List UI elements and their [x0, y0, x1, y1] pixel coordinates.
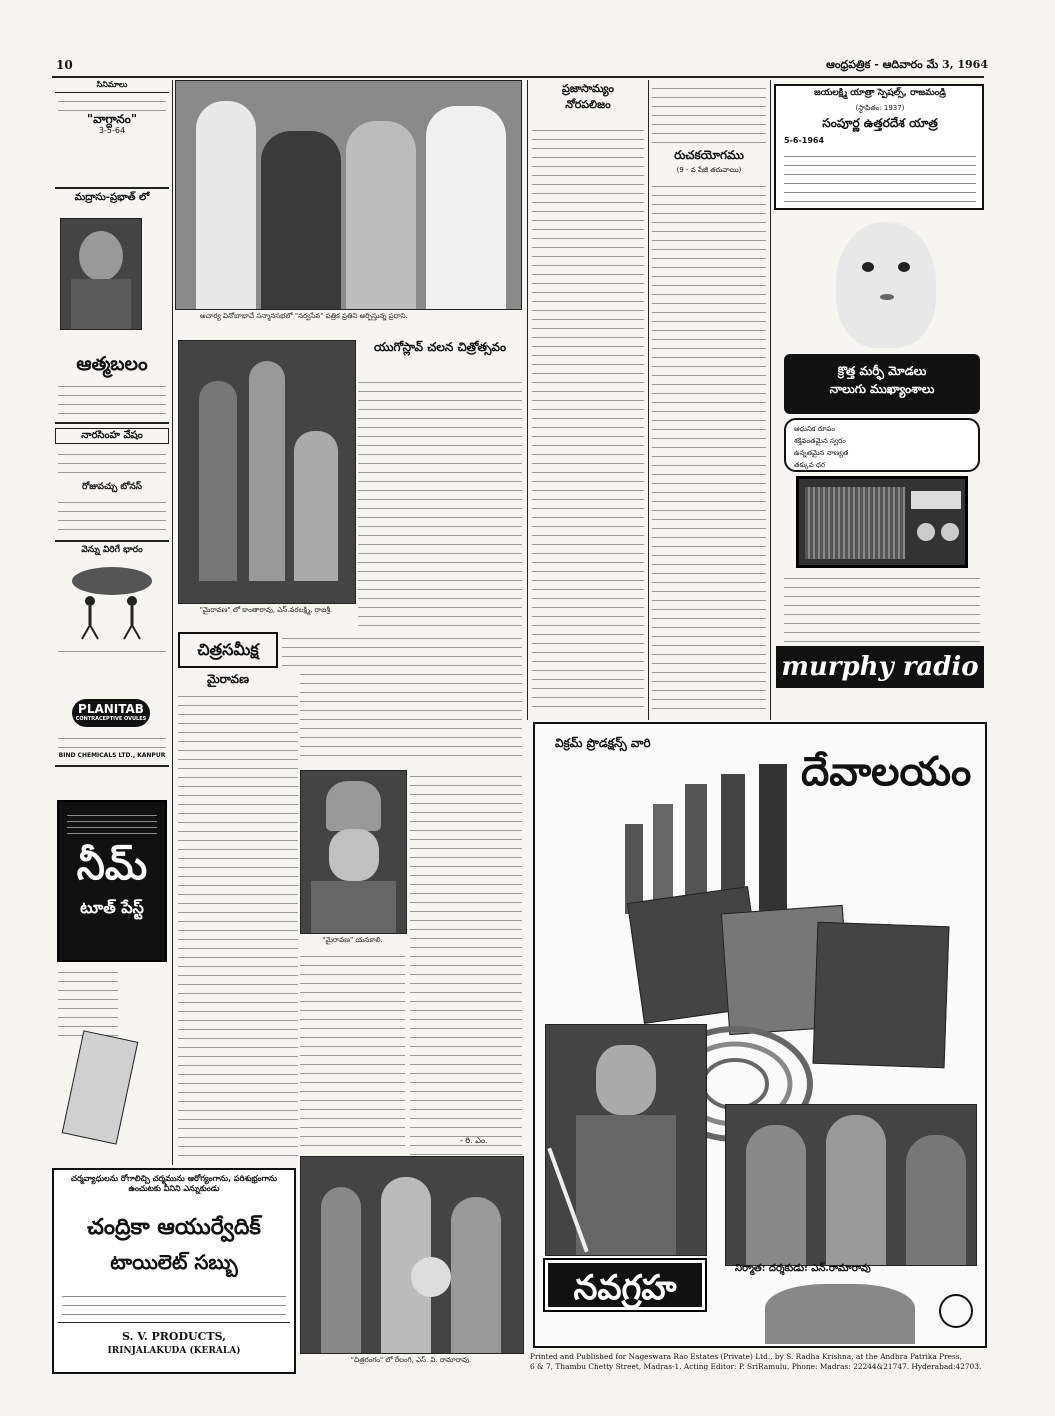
imprint-line-2: 6 & 7, Thambu Chetty Street, Madras-1. Acting Editor: P. SriRamulu, Phone: Madras: 22244&21747. Hyderabad:42703. [530, 1362, 982, 1371]
show-date: 3-5-64 [98, 126, 126, 135]
warriors-photo [725, 1104, 977, 1266]
col4-title: రుచకయోగము [674, 148, 744, 162]
column-rule [527, 80, 528, 720]
review-heading: చిత్రసమీక్ష [178, 632, 278, 668]
actress-photo [60, 218, 142, 330]
header-rule [52, 76, 984, 78]
feature-4: తక్కువ ధర [794, 461, 826, 469]
chandrika-ad [52, 1168, 296, 1374]
page-number: 10 [56, 58, 73, 72]
planitab-brand: PLANITAB [78, 702, 144, 716]
planitab-sub: CONTRACEPTIVE OVULES [75, 716, 147, 722]
column-rule [770, 80, 771, 720]
neem-title: నీమ్ [76, 842, 148, 889]
planitab-logo [72, 699, 150, 727]
neem-ad [57, 800, 167, 962]
swordsman-photo [545, 1024, 707, 1256]
murphy-brand: murphy radio [776, 646, 984, 688]
chandrika-company: S. V. PRODUCTS, [122, 1330, 226, 1343]
murphy-features [784, 418, 980, 472]
show-title: "వాగ్దానం" [86, 112, 138, 126]
chandrika-title: చంద్రికా ఆయుర్వేదిక్ [87, 1214, 261, 1240]
bharam-illustration [60, 563, 164, 641]
section-title: సినిమాలు [96, 80, 128, 89]
studio-logo [939, 1294, 973, 1328]
top-photo-caption: అచార్య వినోబాభావే సన్మానసభలో "సర్వసేవ" పత్రిక ప్రతిని అర్పిస్తున్న ప్రధాని. [200, 312, 408, 320]
navagraha-logo: నవగ్రహ [545, 1260, 705, 1310]
neem-toothpaste: టూత్ పేస్ట్ [80, 898, 144, 917]
chandrika-headline: చర్మవ్యాధులను రోగాలిచ్చి చర్మమును ఆరోగ్యంగాను, పరిశుభ్రంగాను ఉంచుటకు వీనిని ఎన్నుకుండు [70, 1174, 278, 1193]
mairavana-photo-2 [300, 770, 407, 934]
roju-vaccha: రోజువచ్చు బోనస్ [82, 482, 142, 492]
feature-2: శక్తివంతమైన స్వరం [794, 437, 846, 445]
photo3-caption: "చిత్రరంగం" లో రేలంగి, ఎస్. వి. రామారావు. [350, 1356, 472, 1364]
murphy-ad [776, 214, 984, 694]
col3-title: ప్రజాసామ్యం [562, 82, 614, 95]
ad-photo-3 [813, 922, 950, 1069]
mairavana-photo-1 [178, 340, 356, 604]
narasimha-title: నారసింహ వేషం [55, 428, 169, 444]
yugoslav-title: యుగోస్లావ్ చలన చిత్రోత్సవం [373, 340, 507, 354]
devalayam-producer: విక్రమ్ ప్రొడక్షన్స్ వారి [555, 736, 651, 750]
bind-chemicals: BIND CHEMICALS LTD., KANPUR [58, 752, 166, 759]
devalayam-title: దేవాలయం [801, 748, 972, 795]
madras-prabhat-ad: మద్రాసు-ప్రభాత్ లో [74, 192, 150, 203]
chitraram-photo [300, 1156, 524, 1354]
photo2-caption: "మైరావణ" యనకాలి. [322, 936, 383, 944]
yatra-year: (స్థాపితం: 1937) [855, 104, 905, 112]
col4-subtitle: (9 - వ పేజీ తరువాయి) [676, 166, 742, 174]
chandrika-address: IRINJALAKUDA (KERALA) [107, 1346, 241, 1356]
aathma-balam-title: ఆత్మబలం [76, 353, 148, 375]
yatra-ad [774, 84, 984, 210]
yatra-title: జయలక్ష్మి యాత్రా స్పెషల్స్, రాజమండ్రి [814, 88, 946, 98]
photo1-caption: "మైరావణ" లో కాంతారావు, ఎస్.వరలక్ష్మి, రాజశ్రీ. [199, 606, 333, 614]
devalayam-director: నిర్మాత: దర్శకుడు: ఎన్.రామారావు [735, 1263, 871, 1274]
column-rule [172, 80, 173, 1165]
review-film-title: మైరావణ [206, 672, 249, 686]
column-rule [648, 80, 649, 720]
yatra-subtitle: సంపూర్ణ ఉత్తరదేశ యాత్ర [822, 116, 938, 130]
murphy-headline-box [784, 354, 980, 414]
toothpaste-tube [62, 1030, 139, 1144]
top-news-photo [175, 80, 522, 310]
feature-1: ఆధునిక రూపం [794, 425, 835, 433]
feature-3: ఉన్నతమైన నాణ్యత [794, 449, 849, 457]
col3-subtitle: నోరపలిజం [565, 98, 611, 111]
chandrika-subtitle: టాయిలెట్ సబ్బు [110, 1250, 238, 1274]
dancer-photo [765, 1284, 915, 1344]
bharam-title: వెన్ను విరిగే భారం [81, 545, 143, 555]
masthead: ఆంధ్రపత్రిక - ఆదివారం మే 3, 1964 [826, 58, 988, 71]
imprint [530, 1352, 988, 1382]
yugoslav-signature: - రి. ఎం. [460, 1136, 488, 1145]
yatra-date: 5-6-1964 [784, 136, 825, 145]
murphy-headline2: నాలుగు ముఖ్యాంశాలు [829, 382, 935, 396]
devalayam-ad [533, 722, 987, 1348]
child-illustration [836, 222, 936, 348]
radio-illustration [796, 476, 968, 568]
imprint-line-1: Printed and Published for Nageswara Rao Estates (Private) Ltd., by S. Radha Krishna, at the Andhra Patrika Press, [530, 1352, 962, 1361]
murphy-headline: క్రొత్త మర్ఫీ మోడలు [837, 364, 927, 378]
